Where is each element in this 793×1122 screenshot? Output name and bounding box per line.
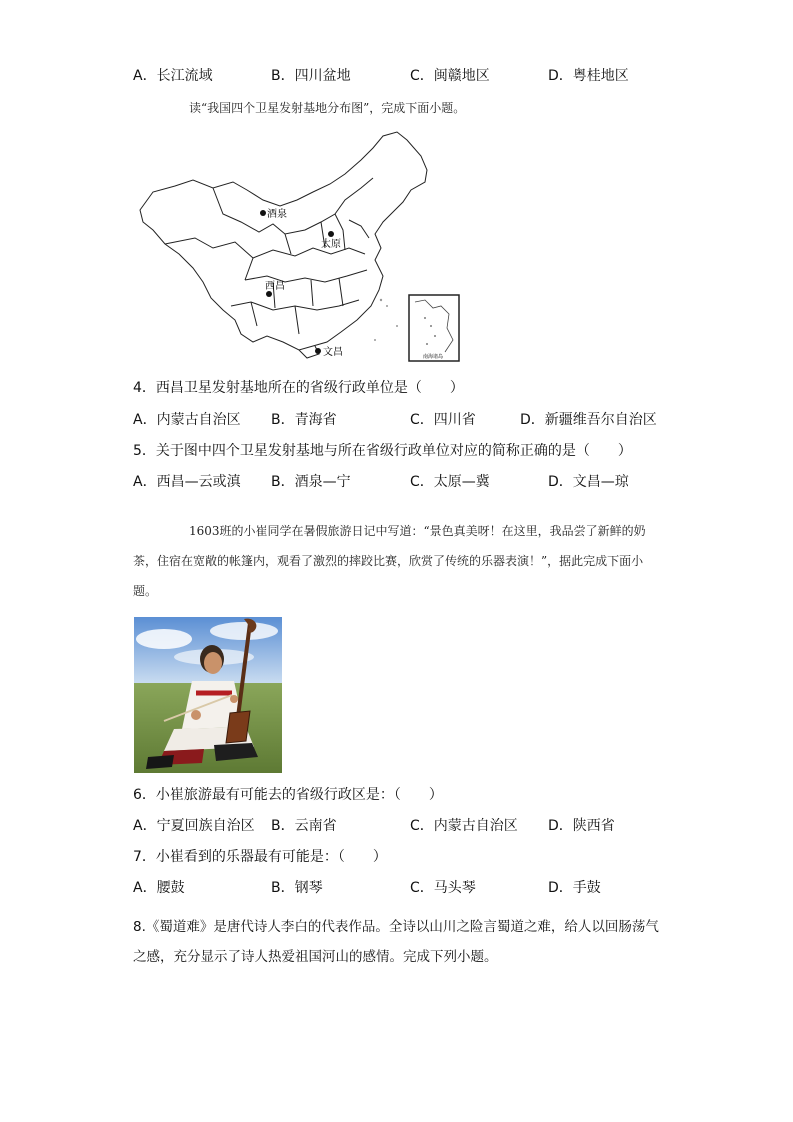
base-taiyuan xyxy=(321,231,341,250)
q3-option-c: C．闽赣地区 xyxy=(410,68,490,84)
base-xichang xyxy=(265,280,285,297)
label-xichang: 西昌 xyxy=(265,281,285,292)
q4-option-b: B．青海省 xyxy=(271,412,337,428)
q3-option-b: B．四川盆地 xyxy=(271,68,351,84)
q6-option-c: C．内蒙古自治区 xyxy=(410,818,518,834)
satellite-base-map xyxy=(135,130,465,365)
q6-option-d: D．陕西省 xyxy=(548,818,615,834)
q6-option-b: B．云南省 xyxy=(271,818,337,834)
q5-option-a: A．西昌—云或滇 xyxy=(133,474,241,490)
base-wenchang xyxy=(315,346,343,358)
q3-option-d: D．粤桂地区 xyxy=(548,68,629,84)
q4-stem: 4．西昌卫星发射基地所在的省级行政单位是（ ） xyxy=(133,380,464,396)
q3-option-a: A．长江流域 xyxy=(133,68,213,84)
q5-option-b: B．酒泉—宁 xyxy=(271,474,351,490)
base-jiuquan xyxy=(260,207,287,220)
q5-stem: 5．关于图中四个卫星发射基地与所在省级行政单位对应的简称正确的是（ ） xyxy=(133,443,632,459)
label-wenchang: 文昌 xyxy=(323,347,343,358)
q7-option-a: A．腰鼓 xyxy=(133,880,185,896)
q7-option-b: B．钢琴 xyxy=(271,880,323,896)
q8-passage: 8.《蜀道难》是唐代诗人李白的代表作品。全诗以山川之险言蜀道之难，给人以回肠荡气之感，充分显示了诗人热爱祖国河山的感情。完成下列小题。 xyxy=(133,919,659,965)
q6-option-a: A．宁夏回族自治区 xyxy=(133,818,255,834)
q5-option-d: D．文昌—琼 xyxy=(548,474,629,490)
map-intro: 读“我国四个卫星发射基地分布图”，完成下面小题。 xyxy=(189,101,466,115)
q4-option-a: A．内蒙古自治区 xyxy=(133,412,241,428)
q7-option-d: D．手鼓 xyxy=(548,880,601,896)
q7-stem: 7．小崔看到的乐器最有可能是：（ ） xyxy=(133,849,387,865)
q6-stem: 6．小崔旅游最有可能去的省级行政区是：（ ） xyxy=(133,787,443,803)
q4-option-d: D．新疆维吾尔自治区 xyxy=(520,412,657,428)
q5-option-c: C．太原—冀 xyxy=(410,474,490,490)
morin-khuur-player-photo xyxy=(134,617,282,773)
south-china-sea-inset xyxy=(409,295,459,361)
label-taiyuan: 太原 xyxy=(321,239,341,250)
q4-option-c: C．四川省 xyxy=(410,412,476,428)
label-jiuquan: 酒泉 xyxy=(267,209,287,220)
diary-passage: 1603班的小崔同学在暑假旅游日记中写道：“景色真美呀！在这里，我品尝了新鲜的奶茶，住宿在宽敞的帐篷内，观看了激烈的摔跤比赛，欣赏了传统的乐器表演！”，据此完成下面小题。 xyxy=(133,524,646,598)
q7-option-c: C．马头琴 xyxy=(410,880,476,896)
inset-label: 南海诸岛 xyxy=(423,354,444,360)
